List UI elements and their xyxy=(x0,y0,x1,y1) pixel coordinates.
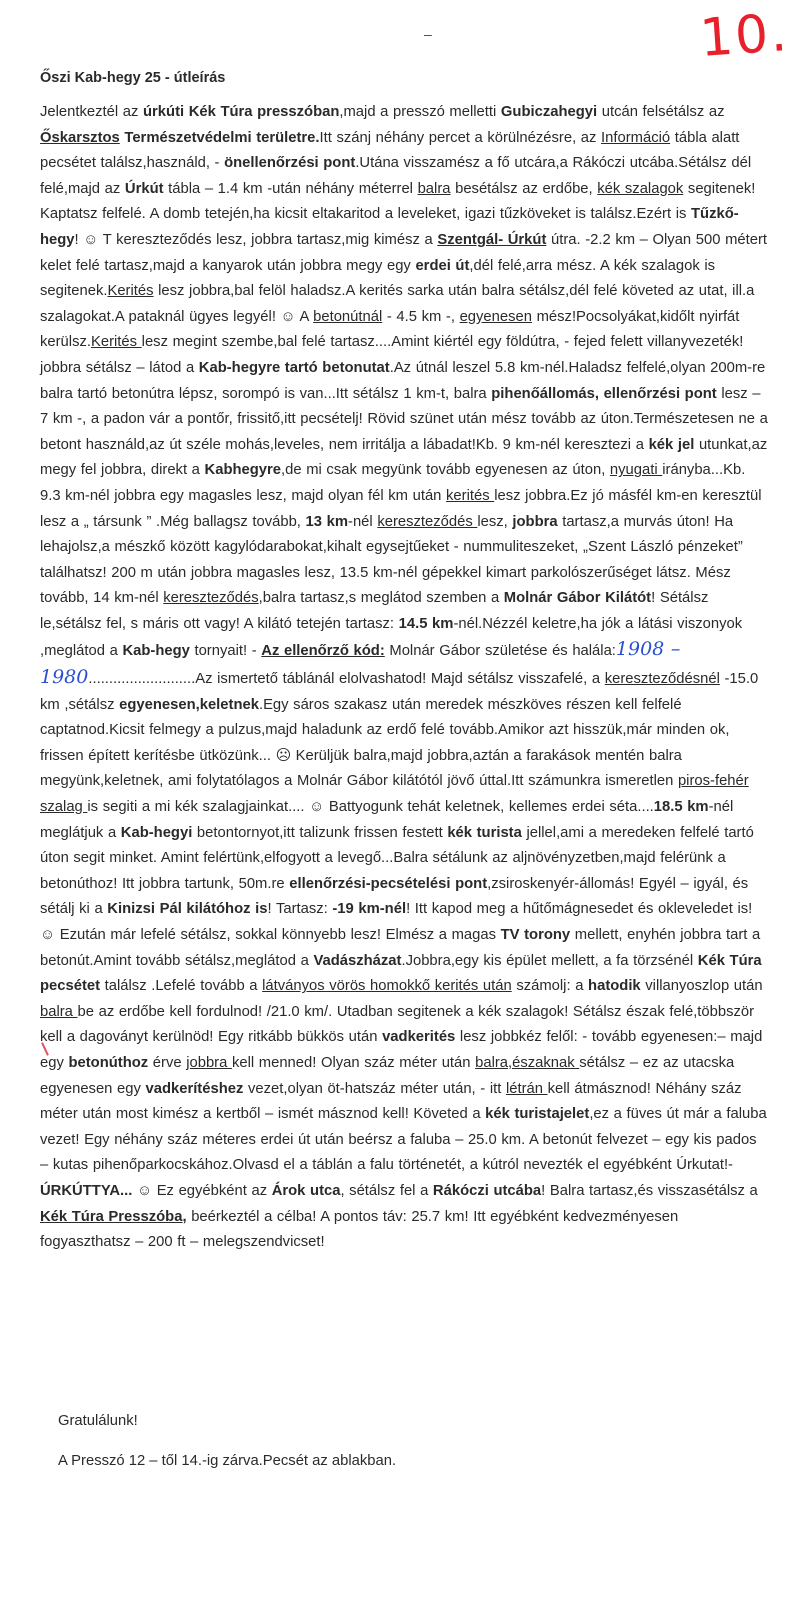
text-run: lesz jobbkéz felől: - tovább egyenesen:– majd egy xyxy=(40,1029,763,1071)
underlined-text: kerités xyxy=(446,487,495,504)
text-run: -15.0 km ,sétálsz xyxy=(40,671,759,713)
text-run: ! Sétálsz le,sétálsz fel, s máris ott vagy! A kilátó tetején tartasz: xyxy=(40,590,709,632)
bold-text: betonúthoz xyxy=(68,1054,149,1071)
top-dash: – xyxy=(424,26,432,42)
bold-text: kék turistajelet xyxy=(485,1106,590,1123)
handwritten-answer: 1908 – 1980 xyxy=(40,638,681,689)
bold-text: Vadászházat xyxy=(313,952,402,969)
text-run: irányba...Kb. 9.3 km-nél jobbra egy magasles lesz, majd olyan fél km után xyxy=(40,462,746,504)
text-run: ,zsiroskenyér-állomás! Egyél – igyál, és sétálj ki a xyxy=(40,875,749,918)
text-run: utcán felsétálsz az xyxy=(597,104,725,120)
text-run: Itt szánj néhány percet a körülnézésre, az xyxy=(319,129,602,146)
text-run: segitenek! Kaptatsz felfelé. A domb tetején,ha kicsit eltakaritod a leveleket, igazi tűzköveket is találsz.Ezért is xyxy=(40,180,756,223)
bold-text: TV torony xyxy=(500,927,571,943)
text-run: lesz jobbra,bal felöl haladsz.A kerités sarka után balra sétálsz,dél felé követed az utat, ill.a szalagokat.A pataknál ügyes legyél! ☺ A xyxy=(40,283,755,325)
route-paragraph xyxy=(40,100,768,1256)
bold-text: Kabhegyre xyxy=(204,462,282,479)
text-run: - 4.5 km -, xyxy=(382,308,460,325)
bold-underlined-text: Kék Túra Presszóba, xyxy=(40,1208,187,1225)
bold-text: úrkúti Kék Túra presszóban xyxy=(143,104,340,120)
text-run: ! Itt kapod meg a hűtőmágnesedet és okleveledet is! ☺ Ezután már lefelé sétálsz, sokkal könnyebb lesz! Elmész a magas xyxy=(40,901,753,943)
text-run: .Az útnál leszel 5.8 km-nél.Haladsz felfelé,olyan 200m-re balra tartó betonútra lépsz, sorompó is van...Itt sétálsz 1 km-t, balra xyxy=(40,359,766,402)
text-run: mész!Pocsolyákat,kidőlt nyirfát kerülsz. xyxy=(40,308,740,351)
bold-text: Kab-hegyi xyxy=(120,824,193,841)
bold-text: vadkerítéshez xyxy=(145,1080,244,1097)
bold-text: Rákóczi utcába xyxy=(432,1182,542,1199)
text-run: találsz .Lefelé tovább a xyxy=(100,978,263,995)
bold-text: erdei út xyxy=(415,257,470,274)
route-description xyxy=(40,100,768,1256)
bold-text: Kinizsi Pál kilátóhoz is xyxy=(107,901,268,918)
underlined-text: Információ xyxy=(601,129,671,146)
text-run: vezet,olyan öt-hatszáz méter után, - itt xyxy=(243,1080,506,1097)
bold-text: kék jel xyxy=(648,436,695,453)
text-run: is segiti a mi kék szalagjainkat.... ☺ Battyogunk tehát keletnek, kellemes erdei séta.... xyxy=(87,799,654,816)
underlined-text: Kerités xyxy=(107,283,154,300)
text-run: be az erdőbe kell fordulnod! /21.0 km/. Utadban segitenek a kék szalagok! Sétálsz észak felé,többször kell a dagoványt kerülnöd! Egy ritkább bükkös után xyxy=(40,1003,755,1046)
text-run: ☺ Ez egyébként az xyxy=(132,1182,272,1199)
text-run: -nél xyxy=(348,513,378,530)
text-run: tartasz,a murvás úton! Ha lehajolsz,a mészkő között kagylódarabokat,kihalt egysejtűeket - nummuliteszeket, „Szent László pénzeket” találhatsz! 200 m után jobbra magasles lesz, 13.5 km-nél gépekkel kimart parkolószerűséget látsz. Mész tovább, 14 km-nél xyxy=(40,513,743,607)
text-run: villanyoszlop után xyxy=(640,978,763,995)
bold-underlined-text: Az ellenőrző kód: xyxy=(261,643,385,660)
bold-text: pihenőállomás, ellenőrzési pont xyxy=(491,385,717,402)
underlined-text: kék szalagok xyxy=(597,180,684,197)
text-run: lesz megint szembe,bal felé tartasz....Amint kiértél egy földútra, - fejed felett villanyvezeték! jobbra sétálsz – látod a xyxy=(40,334,744,376)
text-run: tábla – 1.4 km -után néhány méterrel xyxy=(163,180,418,197)
underlined-text: Kerités xyxy=(90,334,142,351)
underlined-text: kereszteződés xyxy=(163,590,259,607)
text-run: ,de mi csak megyünk tovább egyenesen az úton, xyxy=(281,462,610,479)
text-run: Az ismertető táblánál elolvashatod! Majd sétálsz visszafelé, a xyxy=(195,671,605,688)
bold-text: önellenőrzési pont xyxy=(224,155,356,172)
bold-text: Tűzkő-hegy xyxy=(40,206,739,248)
handwritten-page-number: 10. xyxy=(698,2,791,70)
text-run: ,balra tartasz,s meglátod szemben a xyxy=(258,590,504,607)
text-run: tornyait! - xyxy=(189,643,262,660)
bold-text: Úrkút xyxy=(124,180,164,197)
underlined-text: kereszteződés xyxy=(377,513,478,530)
text-run: jellel,ami a meredeken felfelé tartó úton segit minket. Amint felértünk,elfogyott a levegő...Balra sétálunk az aljnövényzetben,majd felérünk a betonúthoz! Itt jobbra tartunk, 50m.re xyxy=(40,824,754,892)
text-run: utunkat,az megy fel jobbra, direkt a xyxy=(40,436,768,479)
text-run: érve xyxy=(148,1054,187,1071)
text-run: .Utána visszamész a fő utcára,a Rákóczi utcába.Sétálsz dél felé,majd az xyxy=(40,155,752,197)
text-run: ! ☺ T kereszteződés lesz, jobbra tartasz,mig kimész a xyxy=(74,231,438,248)
bold-text: ÚRKÚTTYA... xyxy=(40,1182,133,1199)
text-run: kell menned! Olyan száz méter után xyxy=(231,1054,476,1071)
underlined-text: létrán xyxy=(505,1080,548,1097)
text-run: ,majd a presszó melletti xyxy=(339,104,501,120)
bold-text: jobbra xyxy=(512,513,558,530)
text-run: kell átmásznod! Néhány száz méter után most kimész a kertből – ismét másznod kell! Követed a xyxy=(40,1080,742,1123)
text-run: -nél.Nézzél keletre,ha jók a látási viszonyok ,meglátod a xyxy=(40,615,743,660)
bold-text: vadkerités xyxy=(382,1029,456,1046)
text-run: betontornyot,itt talizunk frissen festett xyxy=(192,824,448,841)
underlined-text: látványos vörös homokkő kerités után xyxy=(262,978,512,995)
bold-text: Molnár Gábor Kilátót xyxy=(503,590,652,607)
text-run: mellett, enyhén jobbra tart a betonút.Amint tovább sétálsz,meglátod a xyxy=(40,927,761,969)
bold-text: 18.5 km xyxy=(653,799,709,816)
text-run: ,ez a füves út már a faluba vezet! Egy néhány száz méteres erdei út után beérsz a faluba – 25.0 km. A betonút felvezet – egy kis pados – kutas pihenőparkocskához.Olvasd el a táblán a falu történetét, a kútról nevezték el egyébként Úrkutat!- xyxy=(40,1106,767,1174)
bold-text: Kab-hegyre tartó betonutat xyxy=(198,359,390,376)
footer-note: A Presszó 12 – től 14.-ig zárva.Pecsét az ablakban. xyxy=(58,1453,397,1469)
underlined-text: kereszteződésnél xyxy=(604,671,720,688)
bold-text: kék turista xyxy=(447,824,522,841)
bold-text: Természetvédelmi területre. xyxy=(119,129,320,146)
text-run: lesz jobbra.Ez jó másfél km-en keresztül lesz a „ társunk ” .Még ballagsz tovább, xyxy=(40,487,762,530)
bold-text: hatodik xyxy=(588,978,641,995)
bold-text: Gubiczahegyi xyxy=(500,104,598,120)
bold-text: egyenesen,keletnek xyxy=(119,696,259,713)
bold-text: Kab-hegy xyxy=(122,643,190,660)
text-run: tábla alatt pecsétet találsz,használd, - xyxy=(40,129,740,172)
document-title: Őszi Kab-hegy 25 - útleírás xyxy=(40,70,226,86)
bold-text: Árok utca xyxy=(271,1182,341,1199)
text-run: lesz – 7 km -, a padon vár a pontőr, frissitő,itt pecsételj! Rövid szünet után mész tovább az úton.Természetesen ne a betont használd,az út széle mohás,leveles, nem irritálja a lábadat!Kb. 9 km-nél keresztezi a xyxy=(40,385,768,453)
underlined-text: balra xyxy=(40,1003,78,1020)
text-run: -nél meglátjuk a xyxy=(40,799,734,841)
bold-text: ellenőrzési-pecsételési pont xyxy=(289,875,488,892)
text-run: ! Tartasz: xyxy=(267,901,333,918)
text-run: ! Balra tartasz,és visszasétálsz a xyxy=(541,1182,758,1199)
congratulations-text: Gratulálunk! xyxy=(58,1413,138,1429)
text-run: ,dél felé,arra mész. A kék szalagok is segitenek. xyxy=(40,257,716,300)
underlined-text: piros-fehér szalag xyxy=(40,773,749,816)
text-run: , sétálsz fel a xyxy=(340,1182,433,1199)
bold-underlined-text: Őskarsztos xyxy=(40,129,120,146)
underlined-text: balra xyxy=(417,180,451,197)
underlined-text: betonútnál xyxy=(313,308,383,325)
text-run: .Jobbra,egy kis épület mellett, a fa törzsénél xyxy=(401,952,698,969)
dotted-fill-line: .......................... xyxy=(88,671,196,688)
text-run: Jelentkeztél az xyxy=(40,104,143,120)
underlined-text: egyenesen xyxy=(459,308,532,325)
text-run: lesz, xyxy=(477,513,513,530)
text-run: sétálsz – ez az utacska egyenesen egy xyxy=(40,1054,735,1097)
text-run: számolj: a xyxy=(511,978,589,995)
underlined-text: nyugati xyxy=(609,462,663,479)
underlined-text: jobbra xyxy=(186,1054,232,1071)
text-run: .Egy sáros szakasz után meredek mészköves részen kell felfelé captatnod.Kicsit felmegy a pulzus,majd haladunk az erdő felé tovább.Amikor azt hisszük,már minden ok, frissen épített kerítésbe ütközünk... ☹ Kerüljük balra,majd jobbra,aztán a farakások mentén balra megyünk,keletnek, ami folytatólagos a Molnár Gábor kilátótól jövő úttal.Itt számunkra ismeretlen xyxy=(40,696,730,790)
bold-text: -19 km-nél xyxy=(332,901,407,918)
bold-text: Kék Túra pecsétet xyxy=(40,952,762,995)
text-run: beérkeztél a célba! A pontos táv: 25.7 km! Itt egyébként kedvezményesen fogyaszthatsz – 200 ft – melegszendvicset! xyxy=(40,1208,679,1251)
text-run: besétálsz az erdőbe, xyxy=(450,180,598,197)
bold-underlined-text: Szentgál- Úrkút xyxy=(437,231,547,248)
bold-text: 13 km xyxy=(305,513,349,530)
text-run: Molnár Gábor születése és halála: xyxy=(384,643,616,660)
bold-text: 14.5 km xyxy=(398,615,454,632)
underlined-text: balra,északnak xyxy=(475,1054,580,1071)
text-run: útra. -2.2 km – Olyan 500 métert kelet felé tartasz,majd a kanyarok után jobbra megy egy xyxy=(40,231,768,274)
